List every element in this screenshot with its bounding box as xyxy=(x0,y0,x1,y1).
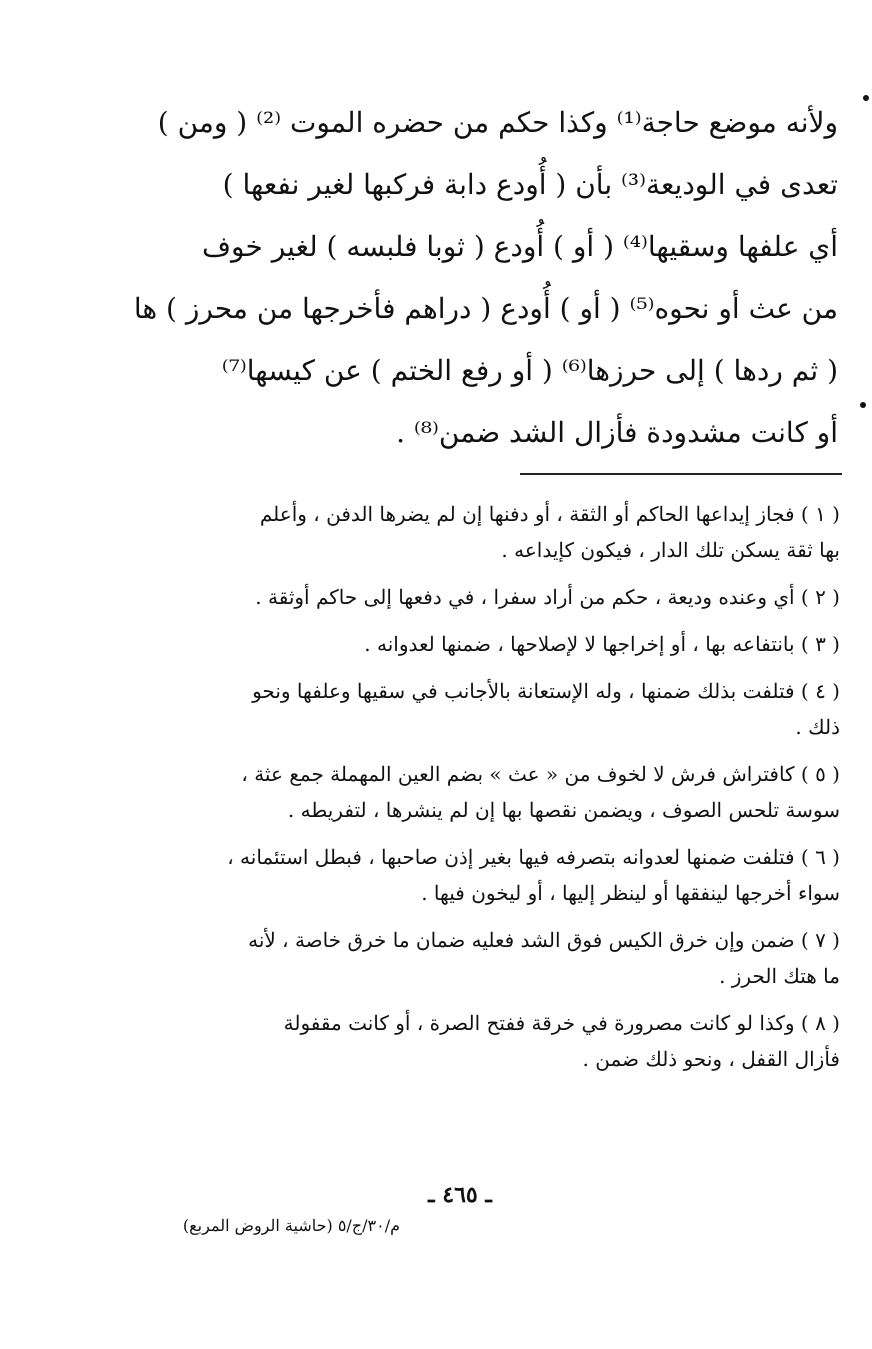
main-text-line: ولأنه موضع حاجة⁽¹⁾ وكذا حكم من حضره الموت ⁽²⁾ ( ومن ) xyxy=(157,106,838,139)
margin-dot xyxy=(860,402,866,408)
footnote-2 xyxy=(102,579,840,615)
footnote-line: ( ٥ ) كافتراش فرش لا لخوف من « عث » بضم العين المهملة جمع عثة ، xyxy=(241,762,840,786)
page-number: ـ ٤٦٥ ـ xyxy=(428,1182,492,1208)
footnote-line: ( ٤ ) فتلفت بذلك ضمنها ، وله الإستعانة بالأجانب في سقيها وعلفها ونحو xyxy=(252,679,840,703)
footnote-1 xyxy=(102,496,840,568)
footnote-4 xyxy=(102,673,840,745)
footnote-line: فأزال القفل ، ونحو ذلك ضمن . xyxy=(582,1047,840,1071)
footnote-7 xyxy=(102,922,840,994)
margin-dot xyxy=(863,95,869,101)
main-text-line: أو كانت مشدودة فأزال الشد ضمن⁽⁸⁾ . xyxy=(396,416,838,449)
footnote-line: سوسة تلحس الصوف ، ويضمن نقصها بها إن لم ينشرها ، لتفريطه . xyxy=(287,798,840,822)
footnote-line: ( ٧ ) ضمن وإن خرق الكيس فوق الشد فعليه ضمان ما خرق خاصة ، لأنه xyxy=(248,928,840,952)
footnote-separator xyxy=(520,473,842,475)
footnote-6 xyxy=(102,839,840,911)
footnote-line: ما هتك الحرز . xyxy=(719,964,840,988)
footnote-line: بها ثقة يسكن تلك الدار ، فيكون كإيداعه . xyxy=(501,538,840,562)
main-text-line: أي علفها وسقيها⁽⁴⁾ ( أو ) أُودع ( ثوبا فلبسه ) لغير خوف xyxy=(202,230,838,263)
footnote-line: ( ١ ) فجاز إيداعها الحاكم أو الثقة ، أو دفنها إن لم يضرها الدفن ، وأعلم xyxy=(259,502,840,526)
footnote-line: ( ٢ ) أي وعنده وديعة ، حكم من أراد سفرا ، في دفعها إلى حاكم أوثقة . xyxy=(255,585,840,609)
footnote-line: سواء أخرجها لينفقها أو لينظر إليها ، أو ليخون فيها . xyxy=(421,881,840,905)
footnote-8 xyxy=(102,1005,840,1077)
footnote-line: ( ٦ ) فتلفت ضمنها لعدوانه بتصرفه فيها بغير إذن صاحبها ، فبطل استئمانه ، xyxy=(227,845,840,869)
main-text-block xyxy=(100,92,838,464)
main-text-line: من عث أو نحوه⁽⁵⁾ ( أو ) أُودع ( دراهم فأخرجها من محرز ) ها xyxy=(133,292,838,325)
footnote-3 xyxy=(102,626,840,662)
footnote-line: ذلك . xyxy=(795,715,840,739)
main-text-line: تعدى في الوديعة⁽³⁾ بأن ( أُودع دابة فركبها لغير نفعها ) xyxy=(222,168,838,201)
main-text-line: ( ثم ردها ) إلى حرزها⁽⁶⁾ ( أو رفع الختم ) عن كيسها⁽⁷⁾ xyxy=(221,354,838,387)
footnote-5 xyxy=(102,756,840,828)
footnotes-block xyxy=(102,496,840,1088)
printer-signature: م/٣٠/ج/٥ (حاشية الروض المربع) xyxy=(182,1216,400,1235)
footnote-line: ( ٨ ) وكذا لو كانت مصرورة في خرقة ففتح الصرة ، أو كانت مقفولة xyxy=(283,1011,840,1035)
footnote-line: ( ٣ ) بانتفاعه بها ، أو إخراجها لا لإصلاحها ، ضمنها لعدوانه . xyxy=(364,632,840,656)
